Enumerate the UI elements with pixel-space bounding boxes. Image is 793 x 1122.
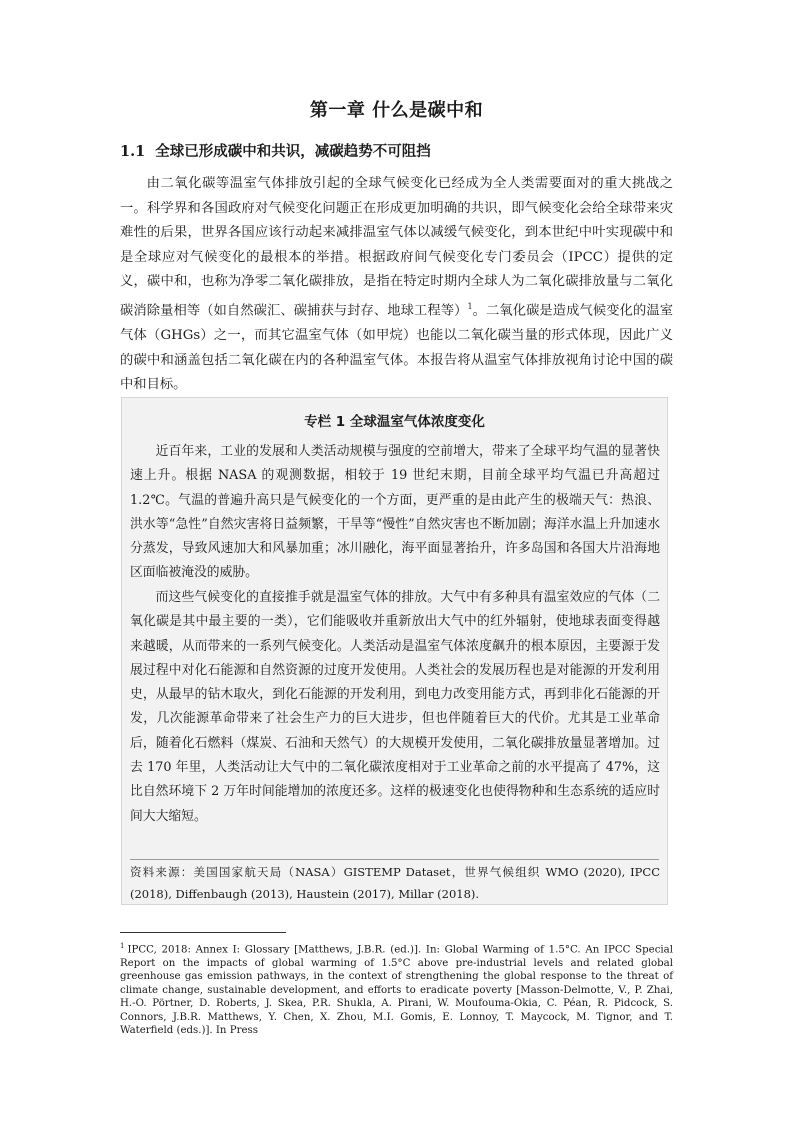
box-source: 资料来源：美国国家航天局（NASA）GISTEMP Dataset，世界气候组织 WMO (2020), IPCC (2018), Diffenbaugh (2013), Haustein (2017), Millar (2018). bbox=[130, 865, 660, 901]
section-number: 1.1 bbox=[120, 143, 146, 160]
footnote-reference[interactable]: 1 bbox=[467, 301, 473, 311]
body-text-main: 由二氧化碳等温室气体排放引起的全球气候变化已经成为全人类需要面对的重大挑战之一。科学界和各国政府对气候变化问题正在形成更加明确的共识，即气候变化会给全球带来灾难性的后果，世界各国应该行动起来减排温室气体以减缓气候变化，到本世纪中叶实现碳中和是全球应对气候变化的最根本的举措。根据政府间气候变化专门委员会（IPCC）提供的定义，碳中和，也称为净零二氧化碳排放，是指在特定时期内全球人为二氧化碳排放量与二氧化碳消除量相等（如自然碳汇、碳捕获与封存、地球工程等） bbox=[120, 176, 673, 319]
box-paragraph-1: 近百年来，工业的发展和人类活动规模与强度的空前增大，带来了全球平均气温的显著快速上升。根据 NASA 的观测数据，相较于 19 世纪末期，目前全球平均气温已升高超过 1.2℃。气温的普遍升高只是气候变化的一个方面，更严重的是由此产生的极端天气：热浪、洪水等“急性”自然灾害将日益频繁，干旱等“慢性”自然灾害也不断加剧；海洋水温上升加速水分蒸发，导致风速加大和风暴加重；冰川融化，海平面显著抬升，许多岛国和各国大片沿海地区面临被淹没的威胁。 bbox=[130, 444, 660, 581]
footnote bbox=[120, 940, 673, 1038]
footnote-divider bbox=[120, 932, 286, 933]
box-divider bbox=[130, 859, 659, 860]
footnote-text: IPCC, 2018: Annex I: Glossary [Matthews, J.B.R. (ed.)]. In: Global Warming of 1.5°C. An IPCC Special Report on the impacts of global warming of 1.5°C above pre-industrial levels and related global greenhouse gas emission pathways, in the context of strengthening the global response to the threat of climate change, sustainable development, and efforts to eradicate poverty [Masson-Delmotte, V., P. Zhai, H.-O. Pörtner, D. Roberts, J. Skea, P.R. Shukla, A. Pirani, W. Moufouma-Okia, C. Péan, R. Pidcock, S. Connors, J.B.R. Matthews, Y. Chen, X. Zhou, M.I. Gomis, E. Lonnoy, T. Maycock, M. Tignor, and T. Waterfield (eds.)]. In Press bbox=[120, 944, 673, 1037]
footnote-mark: 1 bbox=[120, 942, 125, 950]
section-heading bbox=[120, 140, 431, 161]
chapter-title: 第一章 什么是碳中和 bbox=[309, 100, 484, 121]
body-paragraph bbox=[120, 172, 673, 398]
sidebar-box bbox=[121, 397, 668, 905]
body-text-tail: 。二氧化碳是造成气候变化的温室气体（GHGs）之一，而其它温室气体（如甲烷）也能以二氧化碳当量的形式体现，因此广义的碳中和涵盖包括二氧化碳在内的各种温室气体。本报告将从温室气体排放视角讨论中国的碳中和目标。 bbox=[120, 303, 674, 393]
box-paragraph-2: 而这些气候变化的直接推手就是温室气体的排放。大气中有多种具有温室效应的气体（二氧化碳是其中最主要的一类），它们能吸收并重新放出大气中的红外辐射，使地球表面变得越来越暖，从而带来的一系列气候变化。人类活动是温室气体浓度飙升的根本原因，主要源于发展过程中对化石能源和自然资源的过度开发使用。人类社会的发展历程也是对能源的开发利用史，从最早的钻木取火，到化石能源的开发利用，到电力改变用能方式，再到非化石能源的开发，几次能源革命带来了社会生产力的巨大进步，但也伴随着巨大的代价。尤其是工业革命后，随着化石燃料（煤炭、石油和天然气）的大规模开发使用，二氧化碳排放量显著增加。过去 170 年里，人类活动让大气中的二氧化碳浓度相对于工业革命之前的水平提高了 47%，这比自然环境下 2 万年时间能增加的浓度还多。这样的极速变化也使得物种和生态系统的适应时间大大缩短。 bbox=[130, 590, 660, 824]
section-title: 全球已形成碳中和共识，减碳趋势不可阻挡 bbox=[155, 144, 431, 160]
box-title: 专栏 1 全球温室气体浓度变化 bbox=[304, 414, 485, 430]
